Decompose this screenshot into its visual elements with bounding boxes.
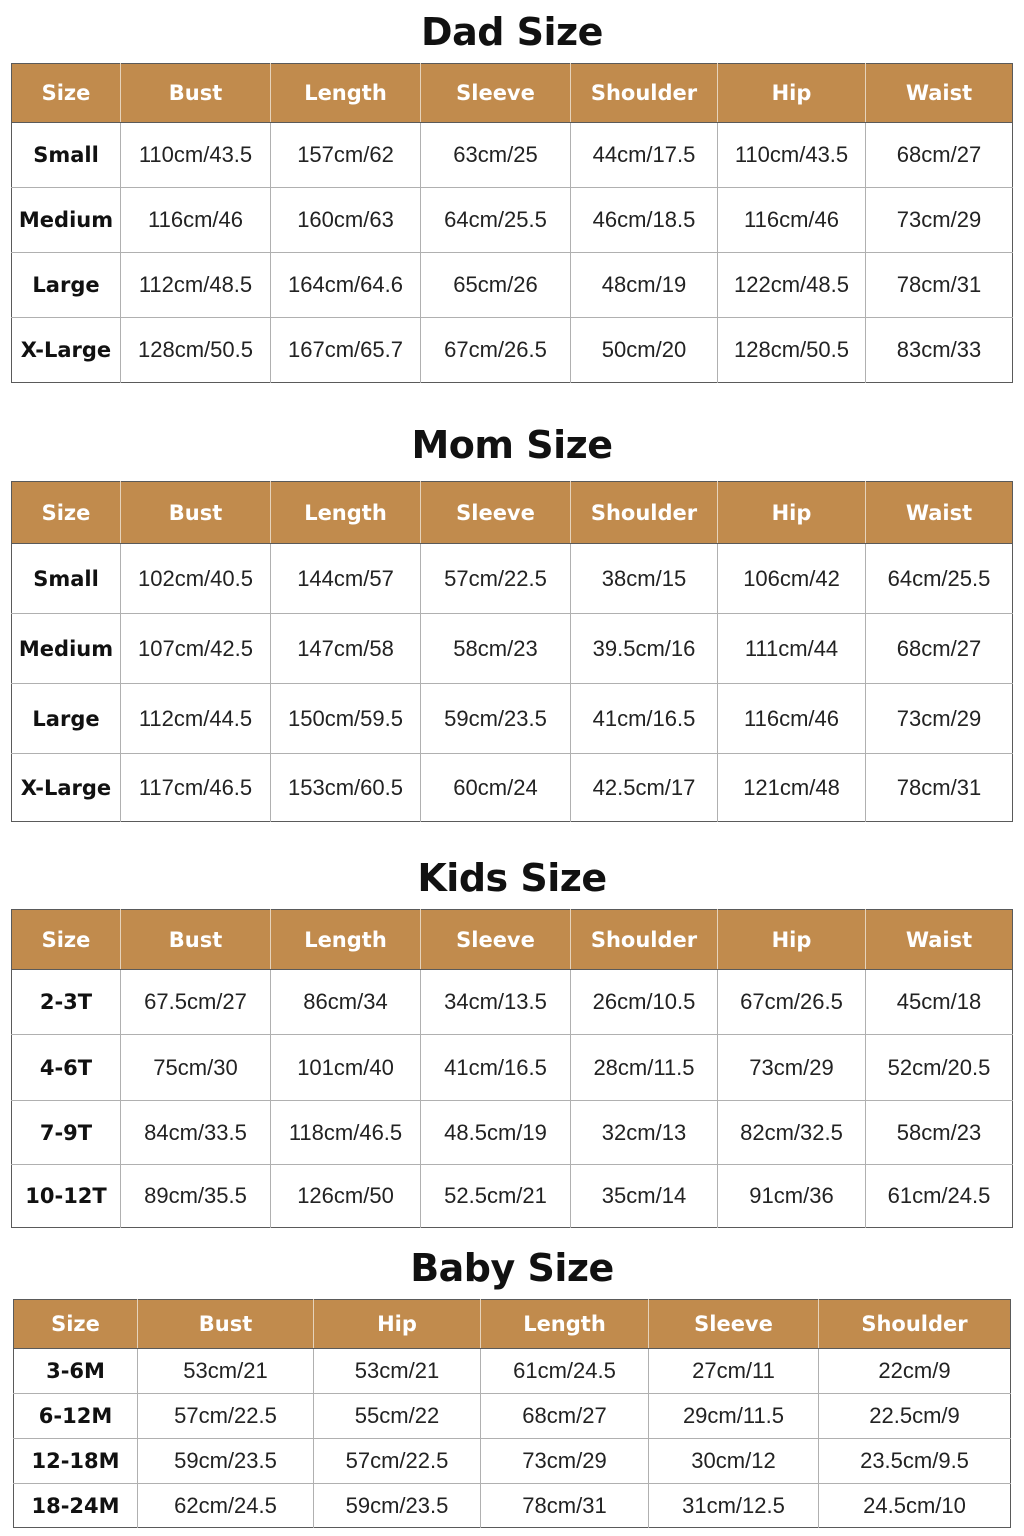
table-cell: 67.5cm/27 — [121, 970, 271, 1035]
table-row — [14, 1394, 1011, 1439]
size-label: 12-18M — [14, 1439, 138, 1484]
table-cell: 106cm/42 — [718, 544, 866, 614]
table-cell: 58cm/23 — [421, 614, 571, 684]
column-header: Waist — [866, 482, 1013, 544]
column-header: Size — [12, 64, 121, 123]
table-cell: 44cm/17.5 — [571, 123, 718, 188]
size-label: 3-6M — [14, 1349, 138, 1394]
table-cell: 48cm/19 — [571, 253, 718, 318]
table-cell: 67cm/26.5 — [718, 970, 866, 1035]
table-cell: 118cm/46.5 — [271, 1101, 421, 1165]
table-cell: 116cm/46 — [718, 684, 866, 754]
table-cell: 61cm/24.5 — [887, 1183, 991, 1208]
table-cell: 57cm/22.5 — [314, 1439, 481, 1484]
table-cell: 64cm/25.5 — [866, 544, 1013, 614]
table-cell: 68cm/27 — [866, 123, 1013, 188]
table-cell: 27cm/11 — [649, 1349, 819, 1394]
table-cell: 102cm/40.5 — [121, 544, 271, 614]
table-cell: 128cm/50.5 — [121, 318, 271, 383]
table-cell: 73cm/29 — [866, 188, 1013, 253]
column-header: Size — [12, 910, 121, 970]
dad-size-table — [11, 63, 1013, 383]
table-cell: 59cm/23.5 — [138, 1439, 314, 1484]
table-cell: 67cm/26.5 — [421, 318, 571, 383]
table-cell: 73cm/29 — [718, 1035, 866, 1101]
table-cell: 39.5cm/16 — [571, 614, 718, 684]
table-row — [12, 1165, 1013, 1228]
table-cell: 73cm/29 — [481, 1439, 649, 1484]
table-cell: 23.5cm/9.5 — [819, 1439, 1011, 1484]
table-header-row — [14, 1300, 1011, 1349]
column-header: Hip — [314, 1300, 481, 1349]
size-label: 4-6T — [12, 1035, 121, 1101]
table-cell: 82cm/32.5 — [718, 1101, 866, 1165]
table-cell: 153cm/60.5 — [271, 754, 421, 822]
column-header: Length — [271, 482, 421, 544]
table-cell: 164cm/64.6 — [271, 253, 421, 318]
table-row — [14, 1349, 1011, 1394]
column-header: Length — [481, 1300, 649, 1349]
kids-size-table — [11, 909, 1013, 1228]
size-label: Small — [12, 123, 121, 188]
column-header: Length — [271, 910, 421, 970]
table-cell: 150cm/59.5 — [271, 684, 421, 754]
table-cell: 46cm/18.5 — [571, 188, 718, 253]
table-cell: 78cm/31 — [896, 774, 982, 800]
table-cell: 64cm/25.5 — [421, 188, 571, 253]
baby-size-title: Baby Size — [410, 1246, 614, 1290]
mom-size-table — [11, 481, 1013, 822]
size-label: Medium — [12, 188, 121, 253]
table-cell: 167cm/65.7 — [271, 318, 421, 383]
table-cell: 144cm/57 — [271, 544, 421, 614]
table-cell: 83cm/33 — [896, 337, 982, 362]
table-cell: 22cm/9 — [819, 1349, 1011, 1394]
kids-size-title: Kids Size — [417, 856, 607, 900]
table-row — [12, 684, 1013, 754]
size-label: 18-24M — [14, 1484, 138, 1528]
table-cell: 57cm/22.5 — [421, 544, 571, 614]
size-label: Large — [12, 253, 121, 318]
table-cell: 59cm/23.5 — [421, 684, 571, 754]
column-header: Hip — [718, 910, 866, 970]
table-cell: 53cm/21 — [314, 1349, 481, 1394]
column-header: Length — [271, 64, 421, 123]
table-cell: 41cm/16.5 — [421, 1035, 571, 1101]
table-cell: 117cm/46.5 — [121, 754, 271, 822]
table-cell: 31cm/12.5 — [649, 1484, 819, 1528]
table-row — [12, 318, 1013, 383]
table-cell: 28cm/11.5 — [571, 1035, 718, 1101]
table-cell: 112cm/44.5 — [121, 684, 271, 754]
table-row — [14, 1484, 1011, 1528]
table-header-row — [12, 64, 1013, 123]
table-cell: 78cm/31 — [481, 1484, 649, 1528]
table-cell: 86cm/34 — [271, 970, 421, 1035]
column-header: Shoulder — [819, 1300, 1011, 1349]
column-header: Waist — [866, 64, 1013, 123]
table-row — [12, 754, 1013, 822]
table-cell: 116cm/46 — [121, 188, 271, 253]
column-header: Size — [14, 1300, 138, 1349]
table-row — [12, 1101, 1013, 1165]
table-cell: 52cm/20.5 — [866, 1035, 1013, 1101]
size-label: 2-3T — [12, 970, 121, 1035]
table-cell: 121cm/48 — [718, 754, 866, 822]
table-cell: 55cm/22 — [314, 1394, 481, 1439]
table-cell: 32cm/13 — [571, 1101, 718, 1165]
table-cell: 59cm/23.5 — [314, 1484, 481, 1528]
table-cell: 107cm/42.5 — [121, 614, 271, 684]
size-label: X-Large — [12, 318, 121, 383]
table-cell: 60cm/24 — [421, 754, 571, 822]
column-header: Hip — [718, 482, 866, 544]
size-label: Medium — [12, 614, 121, 684]
table-cell: 160cm/63 — [271, 188, 421, 253]
column-header: Hip — [718, 64, 866, 123]
table-cell: 116cm/46 — [718, 188, 866, 253]
table-cell: 22.5cm/9 — [819, 1394, 1011, 1439]
table-row — [12, 614, 1013, 684]
table-cell: 65cm/26 — [421, 253, 571, 318]
table-cell: 34cm/13.5 — [421, 970, 571, 1035]
table-cell: 91cm/36 — [718, 1165, 866, 1228]
table-cell: 126cm/50 — [271, 1165, 421, 1228]
table-cell: 101cm/40 — [271, 1035, 421, 1101]
table-cell: 84cm/33.5 — [121, 1101, 271, 1165]
table-cell: 62cm/24.5 — [138, 1484, 314, 1528]
table-cell: 48.5cm/19 — [421, 1101, 571, 1165]
column-header: Bust — [138, 1300, 314, 1349]
table-cell: 24.5cm/10 — [863, 1492, 966, 1518]
table-cell: 57cm/22.5 — [138, 1394, 314, 1439]
column-header: Shoulder — [571, 910, 718, 970]
table-cell: 52.5cm/21 — [421, 1165, 571, 1228]
baby-size-table — [13, 1299, 1011, 1528]
column-header: Waist — [866, 910, 1013, 970]
column-header: Bust — [121, 910, 271, 970]
table-cell: 112cm/48.5 — [121, 253, 271, 318]
table-cell: 110cm/43.5 — [121, 123, 271, 188]
size-label: 6-12M — [14, 1394, 138, 1439]
table-row — [14, 1439, 1011, 1484]
column-header: Size — [12, 482, 121, 544]
table-cell: 111cm/44 — [718, 614, 866, 684]
table-cell: 38cm/15 — [571, 544, 718, 614]
table-cell: 41cm/16.5 — [571, 684, 718, 754]
table-row — [12, 1035, 1013, 1101]
table-cell: 89cm/35.5 — [121, 1165, 271, 1228]
table-cell: 78cm/31 — [866, 253, 1013, 318]
table-cell: 58cm/23 — [866, 1101, 1013, 1165]
column-header: Sleeve — [421, 910, 571, 970]
table-cell: 42.5cm/17 — [571, 754, 718, 822]
table-cell: 147cm/58 — [271, 614, 421, 684]
table-header-row — [12, 482, 1013, 544]
size-label: X-Large — [12, 754, 121, 822]
size-label: 10-12T — [12, 1165, 121, 1228]
table-cell: 45cm/18 — [866, 970, 1013, 1035]
size-label: Small — [12, 544, 121, 614]
table-row — [12, 188, 1013, 253]
table-cell: 73cm/29 — [866, 684, 1013, 754]
table-header-row — [12, 910, 1013, 970]
table-cell: 128cm/50.5 — [718, 318, 866, 383]
column-header: Bust — [121, 482, 271, 544]
table-row — [12, 544, 1013, 614]
column-header: Bust — [121, 64, 271, 123]
table-cell: 35cm/14 — [571, 1165, 718, 1228]
column-header: Shoulder — [571, 482, 718, 544]
size-label: 7-9T — [12, 1101, 121, 1165]
table-cell: 157cm/62 — [271, 123, 421, 188]
table-cell: 26cm/10.5 — [571, 970, 718, 1035]
table-cell: 68cm/27 — [481, 1394, 649, 1439]
table-cell: 30cm/12 — [649, 1439, 819, 1484]
table-cell: 75cm/30 — [121, 1035, 271, 1101]
column-header: Sleeve — [649, 1300, 819, 1349]
table-row — [12, 123, 1013, 188]
mom-size-title: Mom Size — [411, 423, 613, 467]
table-cell: 53cm/21 — [138, 1349, 314, 1394]
table-row — [12, 970, 1013, 1035]
table-cell: 63cm/25 — [421, 123, 571, 188]
table-row — [12, 253, 1013, 318]
table-cell: 68cm/27 — [866, 614, 1013, 684]
column-header: Sleeve — [421, 64, 571, 123]
column-header: Shoulder — [571, 64, 718, 123]
size-label: Large — [12, 684, 121, 754]
table-cell: 110cm/43.5 — [718, 123, 866, 188]
table-cell: 61cm/24.5 — [481, 1349, 649, 1394]
table-cell: 122cm/48.5 — [718, 253, 866, 318]
table-cell: 29cm/11.5 — [649, 1394, 819, 1439]
column-header: Sleeve — [421, 482, 571, 544]
table-cell: 50cm/20 — [571, 318, 718, 383]
dad-size-title: Dad Size — [421, 10, 603, 54]
